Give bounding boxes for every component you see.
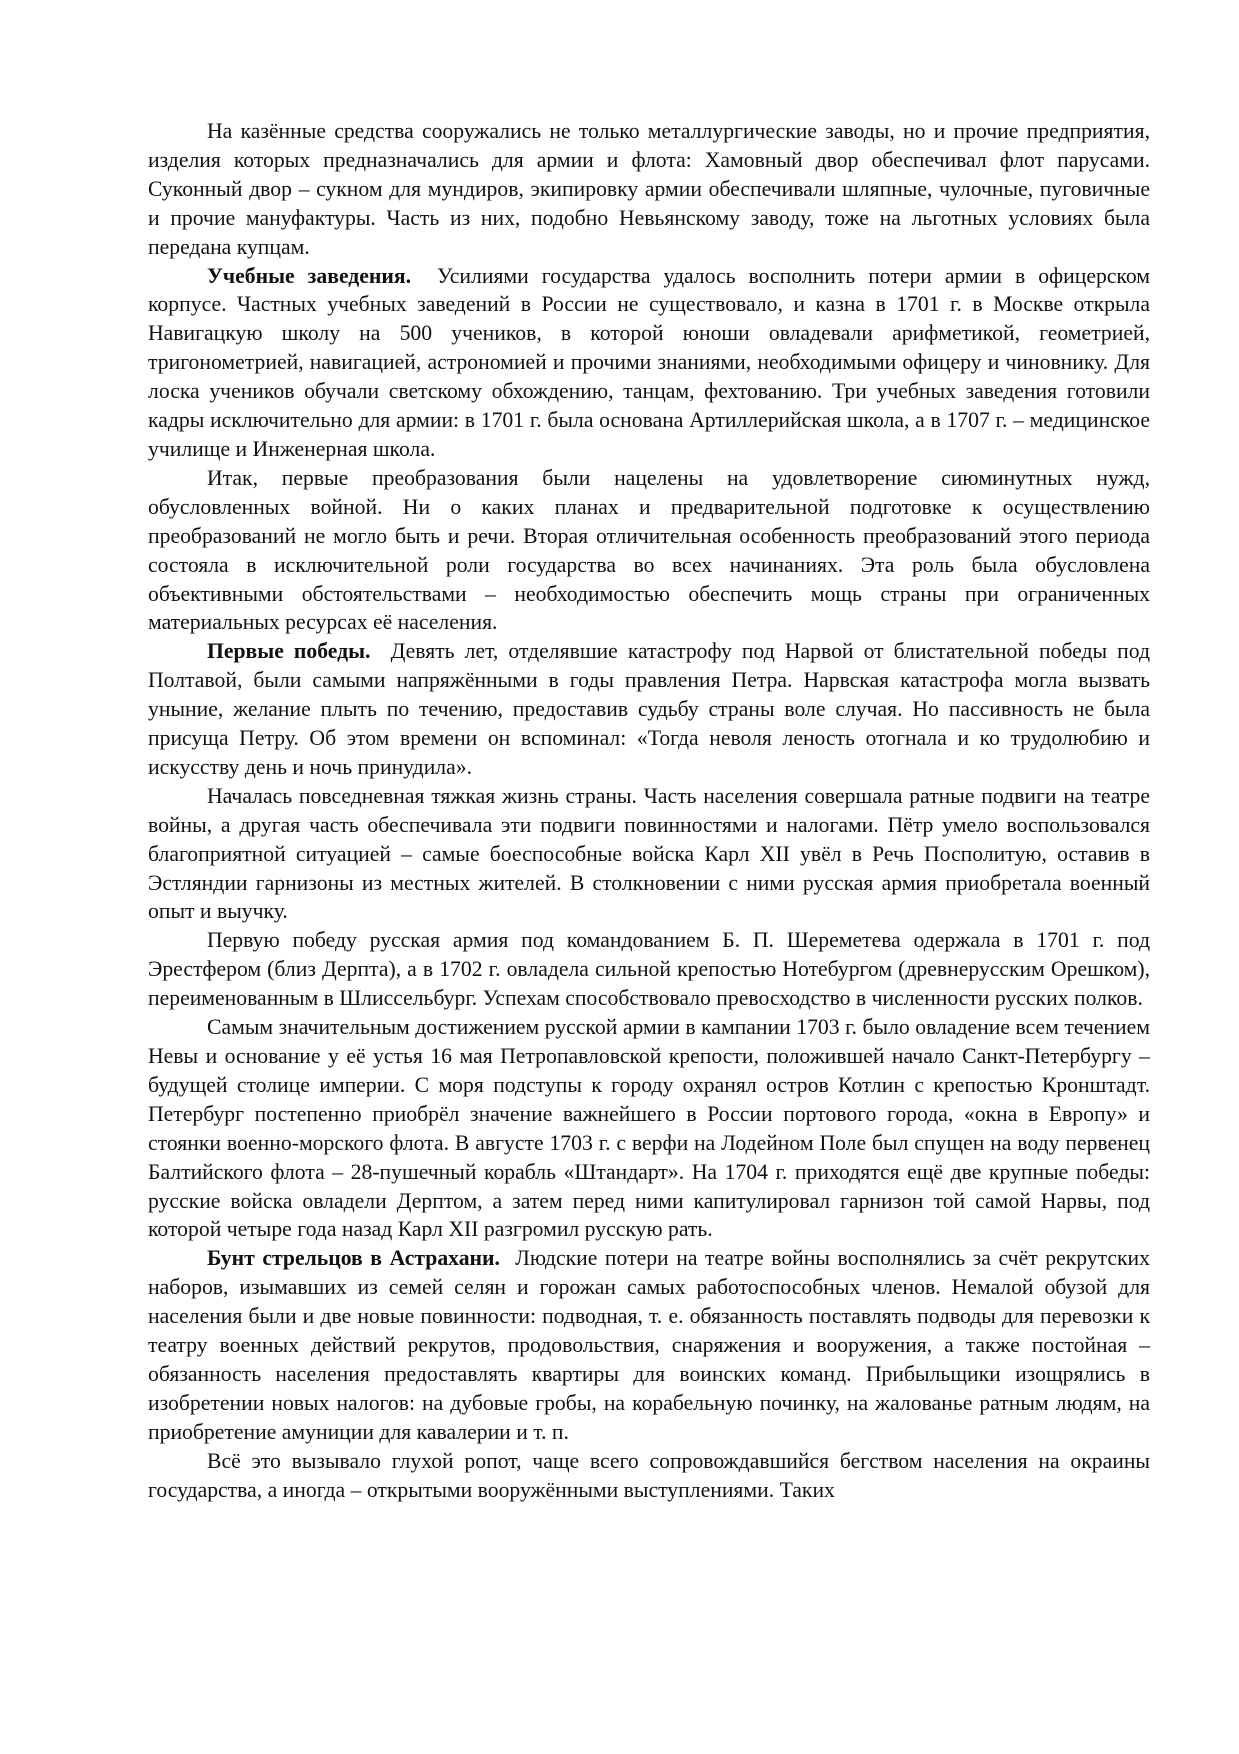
paragraph <box>148 117 1150 262</box>
paragraph-text: На казённые средства сооружались не только металлургические заводы, но и прочие предприятия, изделия которых предназначались для армии и флота: Хамовный двор обеспечивал флот парусами. Суконный двор – сукном для мундиров, экипировку армии обеспечивали шляпные, чулочные, пуговичные и прочие мануфактуры. Часть из них, подобно Невьянскому заводу, тоже на льготных условиях была передана купцам. <box>148 119 1150 259</box>
paragraph <box>148 637 1150 782</box>
section-heading: Бунт стрельцов в Астрахани. <box>207 1246 500 1271</box>
document-page <box>148 117 1150 1505</box>
paragraph-text: Людские потери на театре войны восполнялись за счёт рекрутских наборов, изымавших из семей селян и горожан самых работоспособных членов. Немалой обузой для населения были и две новые повинности: подводная, т. е. обязанность поставлять подводы для перевозки к театру военных действий рекрутов, продовольствия, снаряжения и вооружения, а также постойная – обязанность населения предоставлять квартиры для воинских команд. Прибыльщики изощрялись в изобретении новых налогов: на дубовые гробы, на корабельную починку, на жалованье ратным людям, на приобретение амуниции для кавалерии и т. п. <box>148 1246 1150 1444</box>
paragraph-text: Первую победу русская армия под командованием Б. П. Шереметева одержала в 1701 г. под Эрестфером (близ Дерпта), а в 1702 г. овладела сильной крепостью Нотебургом (древнерусским Орешком), переименованным в Шлиссельбург. Успехам способствовало превосходство в численности русских полков. <box>148 928 1150 1011</box>
paragraph <box>148 1447 1150 1505</box>
paragraph <box>148 1013 1150 1244</box>
paragraph <box>148 1244 1150 1446</box>
paragraph-text: Итак, первые преобразования были нацелены на удовлетворение сиюминутных нужд, обусловленных войной. Ни о каких планах и предварительной подготовке к осуществлению преобразований не могло быть и речи. Вторая отличительная особенность преобразований этого периода состояла в исключительной роли государства во всех начинаниях. Эта роль была обусловлена объективными обстоятельствами – необходимостью обеспечить мощь страны при ограниченных материальных ресурсах её населения. <box>148 465 1150 635</box>
paragraph <box>148 782 1150 927</box>
section-heading: Первые победы. <box>207 639 371 664</box>
paragraph <box>148 262 1150 464</box>
paragraph-text: Началась повседневная тяжкая жизнь страны. Часть населения совершала ратные подвиги на театре войны, а другая часть обеспечивала эти подвиги повинностями и налогами. Пётр умело воспользовался благоприятной ситуацией – самые боеспособные войска Карл XII увёл в Речь Посполитую, оставив в Эстляндии гарнизоны из местных жителей. В столкновении с ними русская армия приобретала военный опыт и выучку. <box>148 783 1150 924</box>
paragraph <box>148 464 1150 637</box>
paragraph <box>148 926 1150 1013</box>
paragraph-text: Всё это вызывало глухой ропот, чаще всего сопровождавшийся бегством населения на окраины государства, а иногда – открытыми вооружёнными выступлениями. Таких <box>148 1448 1150 1502</box>
section-heading: Учебные заведения. <box>207 263 412 288</box>
paragraph-text: Усилиями государства удалось восполнить потери армии в офицерском корпусе. Частных учебных заведений в России не существовало, и казна в 1701 г. в Москве открыла Навигацкую школу на 500 учеников, в которой юноши овладевали арифметикой, геометрией, тригонометрией, навигацией, астрономией и прочими знаниями, необходимыми офицеру и чиновнику. Для лоска учеников обучали светскому обхождению, танцам, фехтованию. Три учебных заведения готовили кадры исключительно для армии: в 1701 г. была основана Артиллерийская школа, а в 1707 г. – медицинское училище и Инженерная школа. <box>148 263 1151 461</box>
paragraph-text: Девять лет, отделявшие катастрофу под Нарвой от блистательной победы под Полтавой, были самыми напряжёнными в годы правления Петра. Нарвская катастрофа могла вызвать уныние, желание плыть по течению, предоставив судьбу страны воле случая. Но пассивность не была присуща Петру. Об этом времени он вспоминал: «Тогда неволя леность отогнала и ко трудолюбию и искусству день и ночь принудила». <box>148 639 1151 779</box>
paragraph-text: Самым значительным достижением русской армии в кампании 1703 г. было овладение всем течением Невы и основание у её устья 16 мая Петропавловской крепости, положившей начало Санкт-Петербургу – будущей столице империи. С моря подступы к городу охранял остров Котлин с крепостью Кронштадт. Петербург постепенно приобрёл значение важнейшего в России портового города, «окна в Европу» и стоянки военно-морского флота. В августе 1703 г. с верфи на Лодейном Поле был спущен на воду первенец Балтийского флота – 28-пушечный корабль «Штандарт». На 1704 г. приходятся ещё две крупные победы: русские войска овладели Дерптом, а затем перед ними капитулировал гарнизон той самой Нарвы, под которой четыре года назад Карл XII разгромил русскую рать. <box>148 1015 1150 1242</box>
